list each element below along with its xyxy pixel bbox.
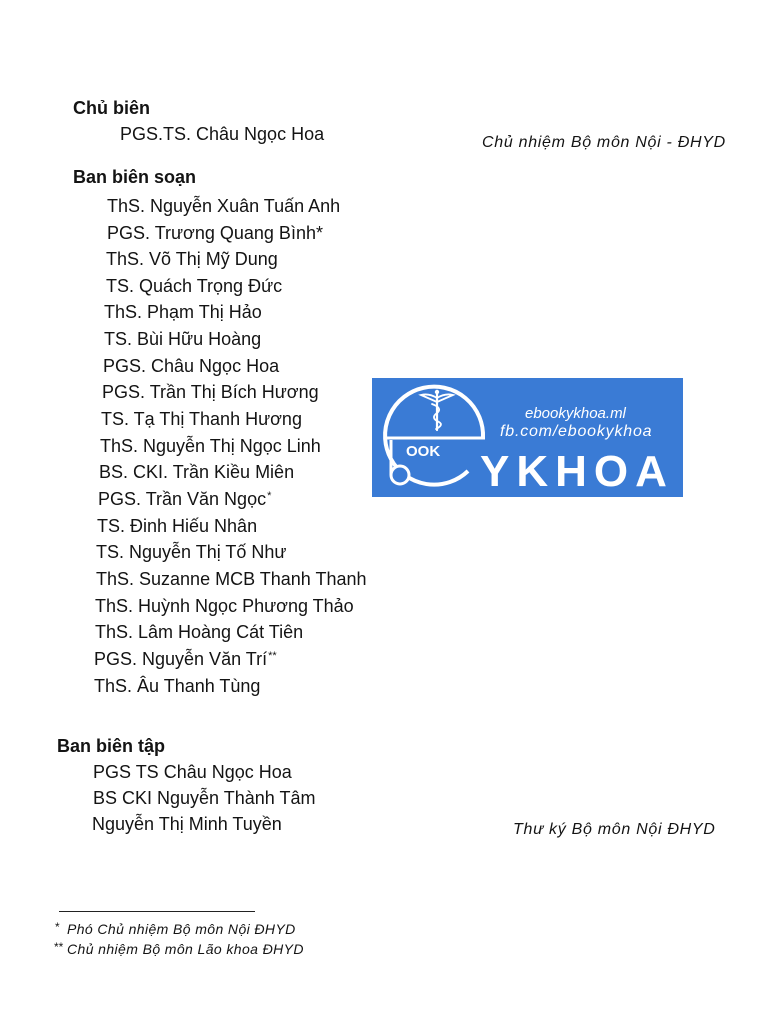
watermark-site: ebookykhoa.ml <box>525 405 626 422</box>
editor-in-chief-role: Chủ nhiệm Bộ môn Nội - ĐHYD <box>482 134 726 151</box>
compiler-name: TS. Quách Trọng Đức <box>106 276 283 296</box>
compiler-name: ThS. Nguyễn Xuân Tuấn Anh <box>107 196 341 216</box>
compiler-name: TS. Nguyễn Thị Tố Như <box>96 542 287 562</box>
watermark-banner <box>372 378 683 497</box>
watermark-book-text: OOK <box>406 443 441 460</box>
caduceus-icon <box>421 390 453 430</box>
compiler-item <box>94 649 277 672</box>
compiler-item <box>106 276 282 296</box>
compiler-item <box>96 542 286 562</box>
compiler-name: TS. Đinh Hiếu Nhân <box>97 516 258 536</box>
editor-in-chief-heading: Chủ biên <box>73 98 150 118</box>
compiler-item <box>95 596 354 616</box>
editor-in-chief-name: PGS.TS. Châu Ngọc Hoa <box>120 124 325 144</box>
footnote-rule <box>59 911 255 912</box>
footnote-reference: * <box>267 490 272 502</box>
compiler-item <box>103 356 279 376</box>
compiler-item <box>102 382 319 402</box>
compiler-item <box>104 329 261 349</box>
secretary-role: Thư ký Bộ môn Nội ĐHYD <box>513 821 716 838</box>
compiler-name: ThS. Âu Thanh Tùng <box>94 676 261 696</box>
editorial-board-member: BS CKI Nguyễn Thành Tâm <box>93 788 316 808</box>
editorial-board-heading: Ban biên tập <box>57 736 166 756</box>
compilers-heading: Ban biên soạn <box>73 167 197 187</box>
compiler-name: TS. Tạ Thị Thanh Hương <box>101 409 302 429</box>
compiler-name: PGS. Châu Ngọc Hoa <box>103 356 280 376</box>
compiler-item <box>95 622 303 642</box>
compiler-name: ThS. Lâm Hoàng Cát Tiên <box>95 622 304 642</box>
editorial-board-member: PGS TS Châu Ngọc Hoa <box>93 762 292 782</box>
compiler-item <box>101 409 302 429</box>
compiler-item <box>96 569 367 589</box>
compiler-item <box>97 516 257 536</box>
compiler-name: PGS. Nguyễn Văn Trí <box>94 649 268 669</box>
compiler-item <box>107 196 340 216</box>
footnote-text: Chủ nhiệm Bộ môn Lão khoa ĐHYD <box>67 941 304 957</box>
footnote-marker: ** <box>54 940 64 954</box>
compiler-item <box>98 489 271 512</box>
compiler-name: PGS. Trần Văn Ngọc <box>98 489 267 509</box>
compiler-item <box>106 249 278 269</box>
compiler-name: ThS. Phạm Thị Hảo <box>104 302 262 322</box>
compiler-name: ThS. Nguyễn Thị Ngọc Linh <box>100 436 321 456</box>
footnote-text: Phó Chủ nhiệm Bộ môn Nội ĐHYD <box>67 921 296 937</box>
compiler-item <box>100 436 321 456</box>
compiler-name: PGS. Trần Thị Bích Hương <box>102 382 319 402</box>
footnote-reference: ** <box>268 650 277 662</box>
watermark-brand: YKHOA <box>480 447 674 496</box>
logo-b-bowl <box>391 466 409 484</box>
watermark-logo <box>372 378 683 497</box>
editorial-board-member: Nguyễn Thị Minh Tuyền <box>92 814 282 834</box>
compiler-item <box>94 676 260 696</box>
compiler-item <box>99 462 294 482</box>
compiler-name: ThS. Huỳnh Ngọc Phương Thảo <box>95 596 354 616</box>
compiler-name: PGS. Trương Quang Bình* <box>107 223 323 243</box>
compiler-name: TS. Bùi Hữu Hoàng <box>104 329 262 349</box>
compiler-name: ThS. Võ Thị Mỹ Dung <box>106 249 278 269</box>
footnote-marker: * <box>55 920 60 934</box>
compiler-name: ThS. Suzanne MCB Thanh Thanh <box>96 569 367 589</box>
watermark-facebook: fb.com/ebookykhoa <box>500 423 653 440</box>
compiler-name: BS. CKI. Trần Kiều Miên <box>99 462 295 482</box>
compiler-item <box>107 223 323 243</box>
compiler-item <box>104 302 262 322</box>
